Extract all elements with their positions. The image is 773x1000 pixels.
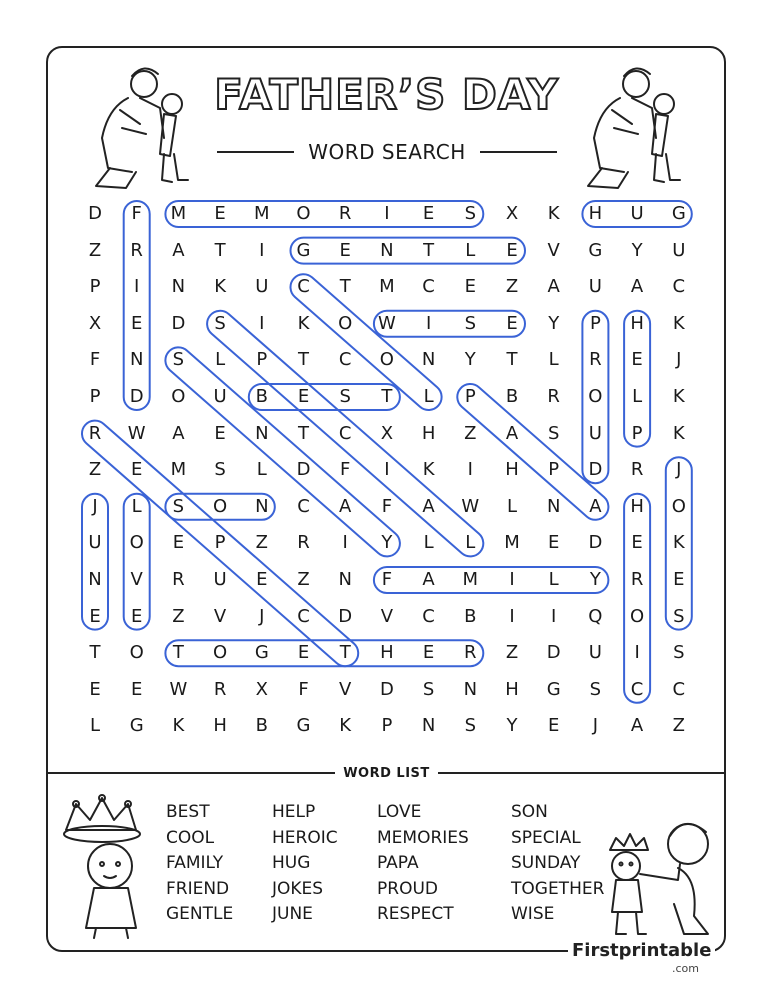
grid-cell[interactable]: K [672, 386, 685, 407]
grid-cell[interactable]: E [89, 678, 101, 700]
grid-cell[interactable]: O [129, 642, 144, 664]
grid-cell[interactable]: N [380, 239, 394, 261]
grid-cell[interactable]: A [589, 495, 602, 517]
grid-cell[interactable]: W [127, 422, 146, 444]
word-list-item: GENTLE [166, 904, 234, 924]
grid-cell[interactable]: A [630, 276, 644, 298]
grid-cell[interactable]: S [673, 605, 685, 627]
grid-cell[interactable]: T [381, 386, 393, 407]
grid-cell[interactable]: X [88, 312, 102, 334]
grid-cell[interactable]: I [509, 605, 515, 627]
grid-cell[interactable]: T [89, 642, 101, 664]
grid-cell[interactable]: C [338, 349, 352, 371]
grid-cell[interactable]: R [130, 239, 143, 261]
grid-cell[interactable]: B [505, 386, 519, 407]
grid-cell[interactable]: L [256, 459, 267, 481]
grid-cell[interactable]: P [89, 276, 101, 298]
grid-cell[interactable]: O [379, 349, 394, 371]
grid-cell[interactable]: M [254, 203, 270, 224]
grid-cell[interactable]: G [296, 715, 311, 737]
grid-cell[interactable]: K [547, 203, 560, 224]
word-list-item: LOVE [377, 802, 422, 822]
grid-cell[interactable]: S [673, 642, 685, 664]
grid-cell[interactable]: C [630, 678, 644, 700]
grid-cell[interactable]: E [631, 349, 643, 371]
grid-cell[interactable]: L [465, 532, 476, 554]
grid-cell[interactable]: L [215, 349, 226, 371]
word-list-item: BEST [166, 802, 210, 822]
grid-cell[interactable]: E [89, 605, 101, 627]
grid-cell[interactable]: Z [88, 239, 102, 261]
grid-cell[interactable]: Z [255, 532, 268, 554]
grid-cell[interactable]: N [338, 569, 352, 590]
grid-cell[interactable]: K [672, 312, 685, 334]
grid-cell[interactable]: U [213, 569, 227, 590]
grid-cell[interactable]: O [213, 642, 228, 664]
grid-cell[interactable]: P [548, 459, 560, 481]
word-list-column [511, 800, 604, 928]
grid-cell[interactable]: C [297, 495, 310, 517]
grid-cell[interactable]: S [214, 312, 226, 334]
grid-cell[interactable]: H [213, 715, 227, 737]
grid-cell[interactable]: K [172, 715, 185, 737]
grid-cell[interactable]: E [673, 569, 685, 590]
grid-cell[interactable]: Y [464, 349, 476, 371]
boy-with-crown-icon [52, 792, 152, 942]
grid-cell[interactable]: N [129, 349, 144, 371]
grid-cell[interactable]: E [131, 459, 143, 481]
grid-cell[interactable]: A [172, 422, 185, 444]
grid-cell[interactable]: S [422, 678, 435, 700]
word-list-item: HEROIC [272, 827, 338, 848]
grid-cell[interactable]: A [630, 715, 644, 737]
grid-cell[interactable]: D [129, 386, 144, 407]
grid-cell[interactable]: Y [381, 532, 393, 554]
grid-cell[interactable]: I [467, 459, 473, 481]
word-list-item: FAMILY [166, 853, 224, 873]
grid-cell[interactable]: G [671, 203, 686, 224]
grid-cell[interactable]: T [298, 349, 309, 371]
grid-cell[interactable]: M [379, 276, 395, 298]
grid-cell[interactable]: A [505, 422, 519, 444]
grid-cell[interactable]: O [588, 386, 603, 407]
grid-cell[interactable]: C [672, 276, 686, 298]
grid-cell[interactable]: D [546, 642, 561, 664]
page-title: FATHER’S DAY [214, 70, 559, 119]
grid-cell[interactable]: T [339, 642, 351, 664]
grid-cell[interactable]: C [672, 678, 686, 700]
grid-cell[interactable]: F [298, 678, 309, 700]
grid-cell[interactable]: B [255, 715, 268, 737]
grid-cell[interactable]: T [423, 239, 435, 261]
grid-cell[interactable]: L [89, 715, 101, 737]
grid-cell[interactable]: U [588, 642, 602, 664]
grid-cell[interactable]: S [464, 715, 477, 737]
grid-cell[interactable]: E [214, 203, 226, 224]
grid-cell[interactable]: O [129, 532, 144, 554]
grid-cell[interactable]: R [630, 459, 644, 481]
grid-cell[interactable]: S [464, 312, 477, 334]
grid-cell[interactable]: I [551, 605, 557, 627]
grid-cell[interactable]: G [546, 678, 561, 700]
word-list-item: RESPECT [377, 904, 454, 924]
grid-cell[interactable]: Y [548, 312, 560, 334]
grid-cell[interactable]: N [463, 678, 478, 700]
grid-cell[interactable]: U [213, 386, 227, 407]
grid-cell[interactable]: E [131, 678, 143, 700]
grid-cell[interactable]: D [88, 203, 102, 224]
grid-cell[interactable]: I [425, 312, 432, 334]
word-list-item: WISE [511, 904, 555, 924]
word-list-column [166, 800, 233, 928]
grid-cell[interactable]: R [464, 642, 477, 664]
grid-cell[interactable]: H [630, 312, 644, 334]
grid-cell[interactable]: U [588, 276, 602, 298]
subtitle: WORD SEARCH [308, 140, 466, 164]
grid-cell[interactable]: S [339, 386, 351, 407]
grid-cell[interactable]: R [338, 203, 352, 224]
grid-cell[interactable]: E [172, 532, 185, 554]
grid-cell[interactable]: I [509, 569, 515, 590]
word-list-item: JUNE [272, 904, 313, 924]
grid-cell[interactable]: S [547, 422, 560, 444]
grid-cell[interactable]: E [506, 239, 518, 261]
grid-cell[interactable]: B [255, 386, 268, 407]
grid-cell[interactable]: K [422, 459, 435, 481]
grid-cell[interactable]: E [464, 276, 476, 298]
grid-cell[interactable]: B [464, 605, 477, 627]
word-list-item: SON [511, 802, 548, 822]
word-list-item: MEMORIES [377, 827, 469, 848]
grid-cell[interactable]: C [297, 276, 310, 298]
grid-cell[interactable]: F [381, 495, 393, 517]
grid-cell[interactable]: P [464, 386, 476, 407]
grid-cell[interactable]: O [296, 203, 311, 224]
word-list-column [272, 800, 338, 928]
grid-cell[interactable]: W [169, 678, 188, 700]
grid-cell[interactable]: E [214, 422, 226, 444]
word-list-item: HUG [272, 853, 311, 873]
grid-cell[interactable]: E [548, 715, 560, 737]
grid-cell[interactable]: K [339, 715, 352, 737]
grid-cell[interactable]: H [505, 678, 519, 700]
grid-cell[interactable]: D [338, 605, 353, 627]
grid-cell[interactable]: H [421, 422, 436, 444]
brand-logo: Firstprintable [568, 940, 715, 961]
grid-cell[interactable]: L [423, 386, 434, 407]
grid-cell[interactable]: U [88, 532, 102, 554]
father-crowning-son-icon [596, 814, 724, 942]
grid-cell[interactable]: H [588, 203, 603, 224]
grid-cell[interactable]: G [129, 715, 144, 737]
grid-cell[interactable]: R [630, 569, 644, 590]
grid-cell[interactable]: G [296, 239, 311, 261]
grid-cell[interactable]: P [256, 349, 268, 371]
grid-cell[interactable]: N [255, 495, 269, 517]
grid-cell[interactable]: F [89, 349, 101, 371]
grid-cell[interactable]: A [422, 495, 435, 517]
grid-cell[interactable]: V [547, 239, 560, 261]
grid-cell[interactable]: F [381, 569, 393, 590]
grid-cell[interactable]: C [338, 422, 352, 444]
grid-cell[interactable]: M [170, 459, 187, 481]
word-list-column [377, 800, 469, 928]
grid-cell[interactable]: X [505, 203, 519, 224]
word-list-header [300, 764, 473, 782]
word-list-item: TOGETHER [511, 878, 605, 899]
grid-cell[interactable]: C [297, 605, 310, 627]
grid-cell[interactable]: R [213, 678, 227, 700]
grid-cell[interactable]: N [255, 422, 269, 444]
grid-cell[interactable]: I [342, 532, 348, 554]
grid-cell[interactable]: Z [297, 569, 310, 590]
grid-cell[interactable]: Y [631, 239, 643, 261]
word-list-item: COOL [166, 827, 215, 848]
grid-cell[interactable]: S [172, 349, 185, 371]
word-list-item: JOKES [272, 878, 324, 899]
word-list-item: PAPA [377, 853, 419, 873]
grid-cell[interactable]: N [421, 715, 436, 737]
grid-cell[interactable]: D [588, 459, 603, 481]
grid-cell[interactable]: S [464, 203, 477, 224]
grid-cell[interactable]: Z [505, 642, 519, 664]
grid-cell[interactable]: V [380, 605, 394, 627]
grid-cell[interactable]: M [462, 569, 479, 590]
grid-cell[interactable]: H [505, 459, 519, 481]
grid-cell[interactable]: A [172, 239, 185, 261]
grid-cell[interactable]: R [297, 532, 310, 554]
grid-cell[interactable]: P [631, 422, 643, 444]
grid-cell[interactable]: K [672, 422, 685, 444]
grid-cell[interactable]: R [547, 386, 560, 407]
grid-cell[interactable]: I [384, 203, 390, 224]
grid-cell[interactable]: P [589, 312, 601, 334]
grid-cell[interactable]: S [172, 495, 185, 517]
grid-cell[interactable]: U [255, 276, 269, 298]
grid-cell[interactable]: T [172, 642, 184, 664]
grid-cell[interactable]: Z [88, 459, 102, 481]
grid-cell[interactable]: V [130, 569, 143, 590]
grid-cell[interactable]: D [171, 312, 186, 334]
grid-cell[interactable]: E [297, 642, 310, 664]
grid-cell[interactable]: F [340, 459, 351, 481]
grid-cell[interactable]: D [588, 532, 603, 554]
grid-cell[interactable]: E [297, 386, 310, 407]
grid-cell[interactable]: Q [588, 605, 603, 627]
grid-cell[interactable]: Y [506, 715, 518, 737]
grid-cell[interactable]: M [504, 532, 520, 554]
grid-cell[interactable]: L [632, 386, 643, 407]
grid-cell[interactable]: R [172, 569, 185, 590]
grid-cell[interactable]: R [88, 422, 102, 444]
grid-cell[interactable]: G [254, 642, 269, 664]
grid-cell[interactable]: R [589, 349, 602, 371]
grid-cell[interactable]: S [589, 678, 602, 700]
grid-cell[interactable]: Z [464, 422, 477, 444]
word-list-item: HELP [272, 802, 316, 822]
grid-cell[interactable]: N [421, 349, 436, 371]
grid-cell[interactable]: W [461, 495, 480, 517]
grid-cell[interactable]: E [256, 569, 268, 590]
grid-cell[interactable]: O [171, 386, 186, 407]
grid-cell[interactable]: L [465, 239, 476, 261]
grid-cell[interactable]: A [547, 276, 560, 298]
grid-cell[interactable]: I [134, 276, 140, 298]
grid-cell[interactable]: O [671, 495, 686, 517]
grid-cell[interactable]: P [89, 386, 101, 407]
grid-cell[interactable]: E [131, 605, 143, 627]
grid-cell[interactable]: I [259, 239, 265, 261]
grid-cell[interactable]: K [214, 276, 226, 298]
grid-cell[interactable]: U [588, 422, 602, 444]
grid-cell[interactable]: H [380, 642, 394, 664]
grid-cell[interactable]: I [384, 459, 390, 481]
grid-cell[interactable]: P [381, 715, 393, 737]
grid-cell[interactable]: E [422, 203, 435, 224]
grid-cell[interactable]: I [634, 642, 640, 664]
grid-cell[interactable]: D [379, 678, 394, 700]
grid-cell[interactable]: O [338, 312, 353, 334]
grid-cell[interactable]: X [380, 422, 394, 444]
word-list-item: SUNDAY [511, 853, 581, 873]
grid-cell[interactable]: P [214, 532, 226, 554]
grid-cell[interactable]: J [92, 495, 98, 517]
grid-cell[interactable]: G [588, 239, 603, 261]
brand-domain: .com [672, 962, 699, 975]
grid-cell[interactable]: J [676, 459, 682, 481]
word-list-item: PROUD [377, 878, 438, 899]
grid-cell[interactable]: J [259, 605, 265, 627]
grid-cell[interactable]: E [506, 312, 518, 334]
grid-cell[interactable]: N [88, 569, 102, 590]
grid-cell[interactable]: F [131, 203, 142, 224]
grid-cell[interactable]: O [630, 605, 645, 627]
grid-cell[interactable]: U [672, 239, 686, 261]
grid-cell[interactable]: Z [172, 605, 185, 627]
grid-cell[interactable]: A [422, 569, 435, 590]
word-list-item: SPECIAL [511, 827, 581, 848]
grid-cell[interactable]: E [548, 532, 560, 554]
grid-cell[interactable]: T [214, 239, 226, 261]
grid-cell[interactable]: K [297, 312, 310, 334]
grid-cell[interactable]: U [630, 203, 644, 224]
grid-cell[interactable]: I [259, 312, 265, 334]
grid-cell[interactable]: H [630, 495, 644, 517]
grid-cell[interactable]: O [213, 495, 228, 517]
grid-cell[interactable]: L [548, 569, 559, 590]
grid-cell[interactable]: J [676, 349, 682, 371]
grid-cell[interactable]: W [377, 312, 396, 334]
grid-cell[interactable]: V [213, 605, 227, 627]
grid-cell[interactable]: L [548, 349, 559, 371]
word-list-item: FRIEND [166, 878, 230, 899]
grid-cell[interactable]: D [296, 459, 311, 481]
grid-cell[interactable]: T [298, 422, 309, 444]
grid-cell[interactable]: Y [589, 569, 601, 590]
word-list-title: WORD LIST [335, 766, 438, 781]
grid-cell[interactable]: N [171, 276, 186, 298]
grid-cell[interactable]: Z [505, 276, 519, 298]
grid-cell[interactable]: J [592, 715, 599, 737]
grid-cell[interactable]: E [631, 532, 643, 554]
grid-cell[interactable]: Z [672, 715, 685, 737]
grid-cell[interactable]: T [339, 276, 351, 298]
grid-cell[interactable]: X [255, 678, 268, 700]
grid-cell[interactable]: L [423, 532, 434, 554]
grid-cell[interactable]: A [339, 495, 352, 517]
grid-cell[interactable]: E [339, 239, 351, 261]
grid-cell[interactable]: E [131, 312, 143, 334]
grid-cell[interactable]: S [214, 459, 226, 481]
grid-cell[interactable]: T [506, 349, 518, 371]
grid-cell[interactable]: K [672, 532, 685, 554]
grid-cell[interactable]: L [506, 495, 518, 517]
grid-cell[interactable]: C [422, 605, 435, 627]
grid-cell[interactable]: C [422, 276, 435, 298]
grid-cell[interactable]: L [131, 495, 142, 517]
grid-cell[interactable]: V [339, 678, 352, 700]
grid-cell[interactable]: N [546, 495, 561, 517]
grid-cell[interactable]: E [422, 642, 435, 664]
grid-cell[interactable]: M [170, 203, 187, 224]
